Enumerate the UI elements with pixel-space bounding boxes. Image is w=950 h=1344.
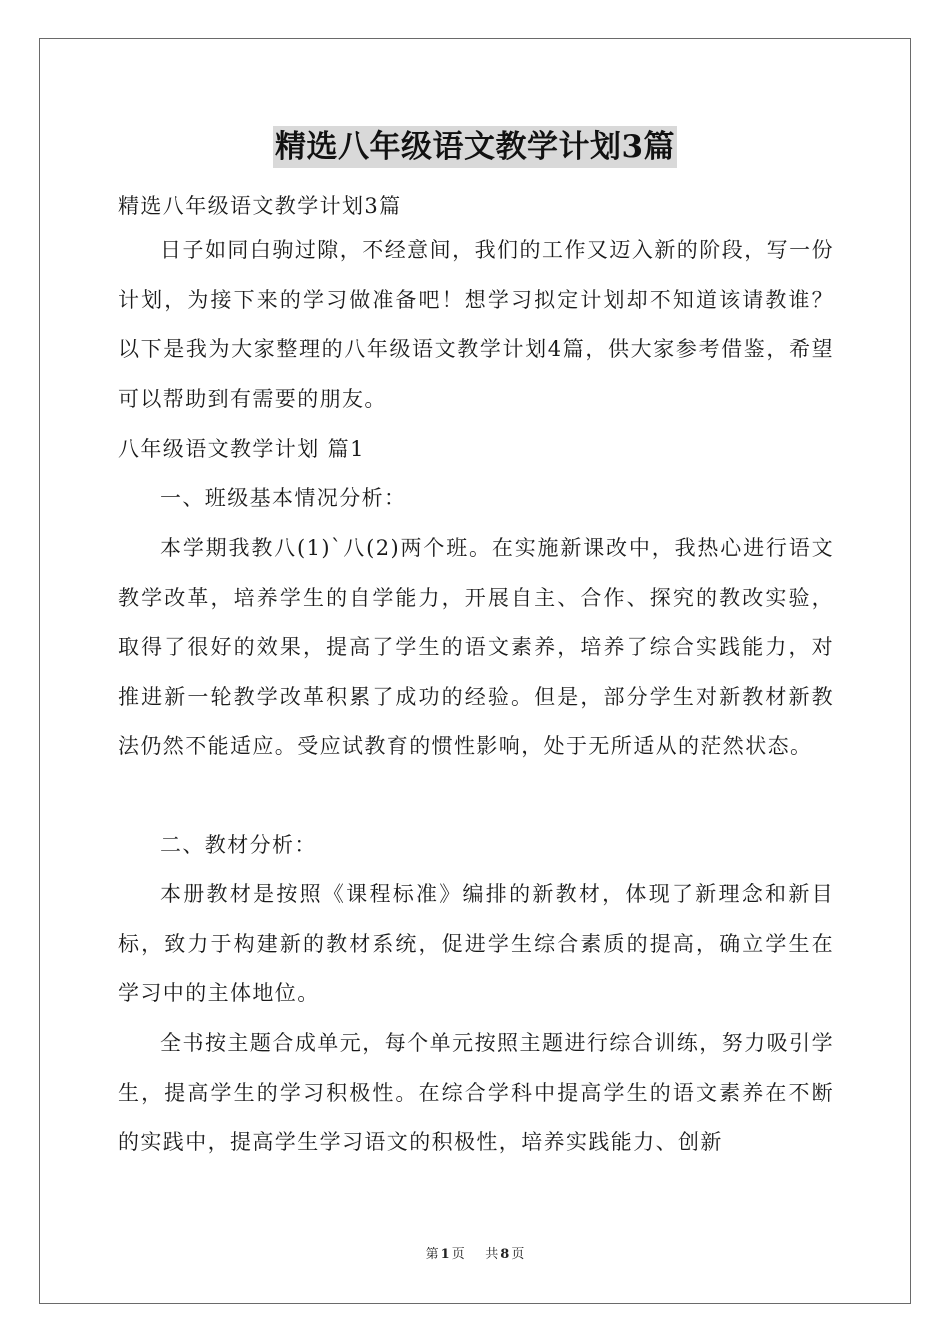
footer-page-prefix: 第 <box>425 1247 439 1262</box>
footer-page-suffix: 页 <box>451 1247 465 1262</box>
textbook-paragraph-2: 全书按主题合成单元，每个单元按照主题进行综合训练，努力吸引学生，提高学生的学习积极性。在综合学科中提高学生的语文素养在不断的实践中，提高学生学习语文的积极性，培养实践能力、创新 <box>118 1031 834 1154</box>
section-heading-part1: 八年级语文教学计划 篇1 <box>118 437 365 461</box>
subtitle-line: 精选八年级语文教学计划3篇 <box>118 194 402 218</box>
subheading-textbook-analysis: 二、教材分析： <box>160 833 317 857</box>
subheading-class-analysis: 一、班级基本情况分析： <box>160 486 407 510</box>
intro-paragraph: 日子如同白驹过隙，不经意间，我们的工作又迈入新的阶段，写一份计划，为接下来的学习做准备吧！想学习拟定计划却不知道该请教谁？以下是我为大家整理的八年级语文教学计划4篇，供大家参考借鉴，希望可以帮助到有需要的朋友。 <box>118 238 834 411</box>
page-footer <box>0 1243 950 1262</box>
class-analysis-paragraph: 本学期我教八(1)`八(2)两个班。在实施新课改中，我热心进行语文教学改革，培养学生的自学能力，开展自主、合作、探究的教改实验，取得了很好的效果，提高了学生的语文素养，培养了综合实践能力，对推进新一轮教学改革积累了成功的经验。但是，部分学生对新教材新教法仍然不能适应。受应试教育的惯性影响，处于无所适从的茫然状态。 <box>118 536 834 758</box>
document-title: 精选八年级语文教学计划3篇 <box>273 126 677 168</box>
textbook-paragraph-1: 本册教材是按照《课程标准》编排的新教材，体现了新理念和新目标，致力于构建新的教材系统，促进学生综合素质的提高，确立学生在学习中的主体地位。 <box>118 882 834 1005</box>
footer-total-number: 8 <box>500 1247 510 1262</box>
footer-total-prefix: 共 <box>485 1247 499 1262</box>
title-wrap <box>0 126 950 168</box>
footer-page-number: 1 <box>440 1247 450 1262</box>
footer-total-suffix: 页 <box>511 1247 525 1262</box>
